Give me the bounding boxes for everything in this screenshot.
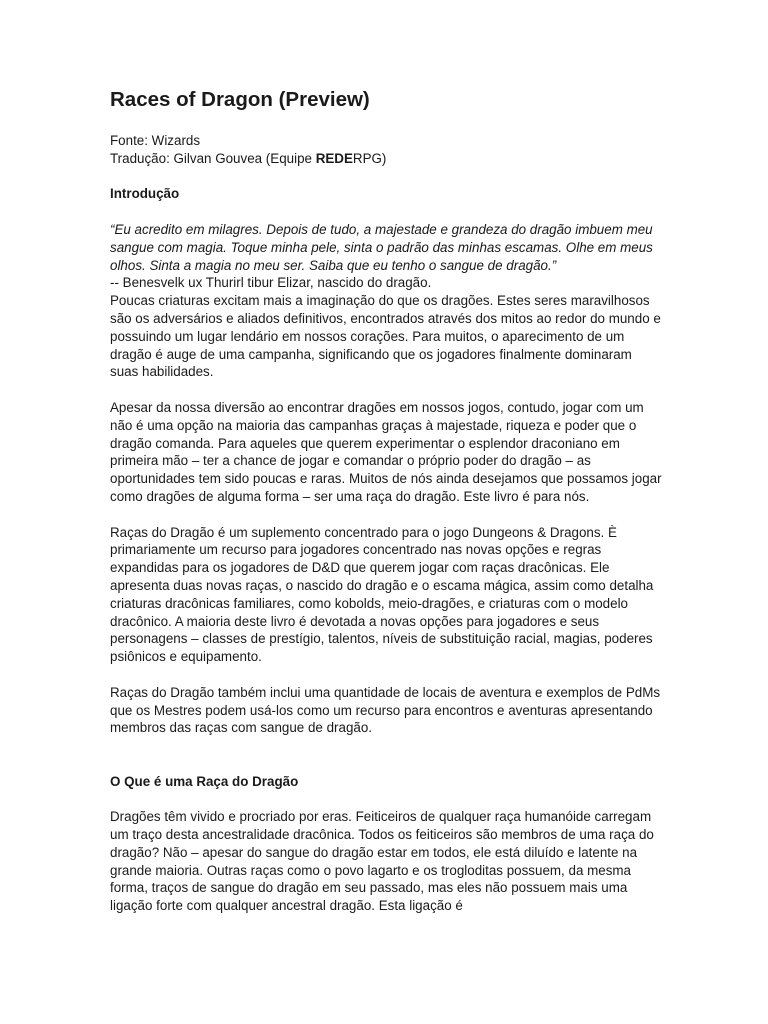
document-title: Races of Dragon (Preview) [110,88,370,111]
paragraph-4: Raças do Dragão também inclui uma quantidade de locais de aventura e exemplos de PdMs que os Mestres podem usá-los como um recurso para encontros e aventuras apresentando membros das raças com sangue de dragão. [110,684,661,736]
quote-attribution: -- Benesvelk ux Thurirl tibur Elizar, nascido do dragão. [110,275,432,291]
paragraph-2: Apesar da nossa diversão ao encontrar dragões em nossos jogos, contudo, jogar com um não é uma opção na maioria das campanhas graças à majestade, riqueza e poder que o dragão comanda. Para aqueles que querem experimentar o esplendor draconiano em primeira mão – ter a chance de jogar e comandar o próprio poder do dragão – as oportunidades tem sido poucas e raras. Muitos de nós ainda desejamos que possamos jogar como dragões de alguma forma – ser uma raça do dragão. Este livro é para nós. [110,399,662,504]
opening-quote: “Eu acredito em milagres. Depois de tudo, a majestade e grandeza do dragão imbuem meu sangue com magia. Toque minha pele, sinta o padrão das minhas escamas. Olhe em meus olhos. Sinta a magia no meu ser. Saiba que eu tenho o sangue de dragão.” [110,221,653,273]
paragraph-3: Raças do Dragão é um suplemento concentrado para o jogo Dungeons & Dragons. È primariamente um recurso para jogadores concentrado nas novas opções e regras expandidas para os jogadores de D&D que querem jogar com raças dracônicas. Ele apresenta duas novas raças, o nascido do dragão e o escama mágica, assim como detalha criaturas dracônicas familiares, como kobolds, meio-dragões, e criaturas com o modelo dracônico. A maioria deste livro é devotada a novas opções para jogadores e seus personagens – classes de prestígio, talentos, níveis de substituição racial, magias, poderes psiônicos e equipamento. [110,524,654,665]
intro-heading: Introdução [110,186,180,202]
section-heading: O Que é uma Raça do Dragão [110,773,299,789]
translation-prefix: Tradução: Gilvan Gouvea (Equipe [110,150,316,166]
translation-suffix: RPG) [352,150,387,166]
document-page [110,86,662,915]
paragraph-5: Dragões têm vivido e procriado por eras. Feiticeiros de qualquer raça humanóide carregam um traço desta ancestralidade dracônica. Todos os feiticeiros são membros de uma raça do dragão? Não – apesar do sangue do dragão estar em todos, ele está diluído e latente na grande maioria. Outras raças como o povo lagarto e os trogloditas possuem, da mesma forma, traços de sangue do dragão em seu passado, mas eles não possuem mais uma ligação forte com qualquer ancestral dragão. Esta ligação é [110,809,654,914]
translation-team-bold: REDE [315,150,353,166]
source-line: Fonte: Wizards [110,133,201,148]
translation-line [110,150,662,168]
paragraph-1: Poucas criaturas excitam mais a imaginação do que os dragões. Estes seres maravilhosos são os adversários e aliados definitivos, encontrados através dos mitos ao redor do mundo e possuindo um lugar lendário em nossos corações. Para muitos, o aparecimento de um dragão é auge de uma campanha, significando que os jogadores finalmente dominaram suas habilidades. [110,293,661,380]
